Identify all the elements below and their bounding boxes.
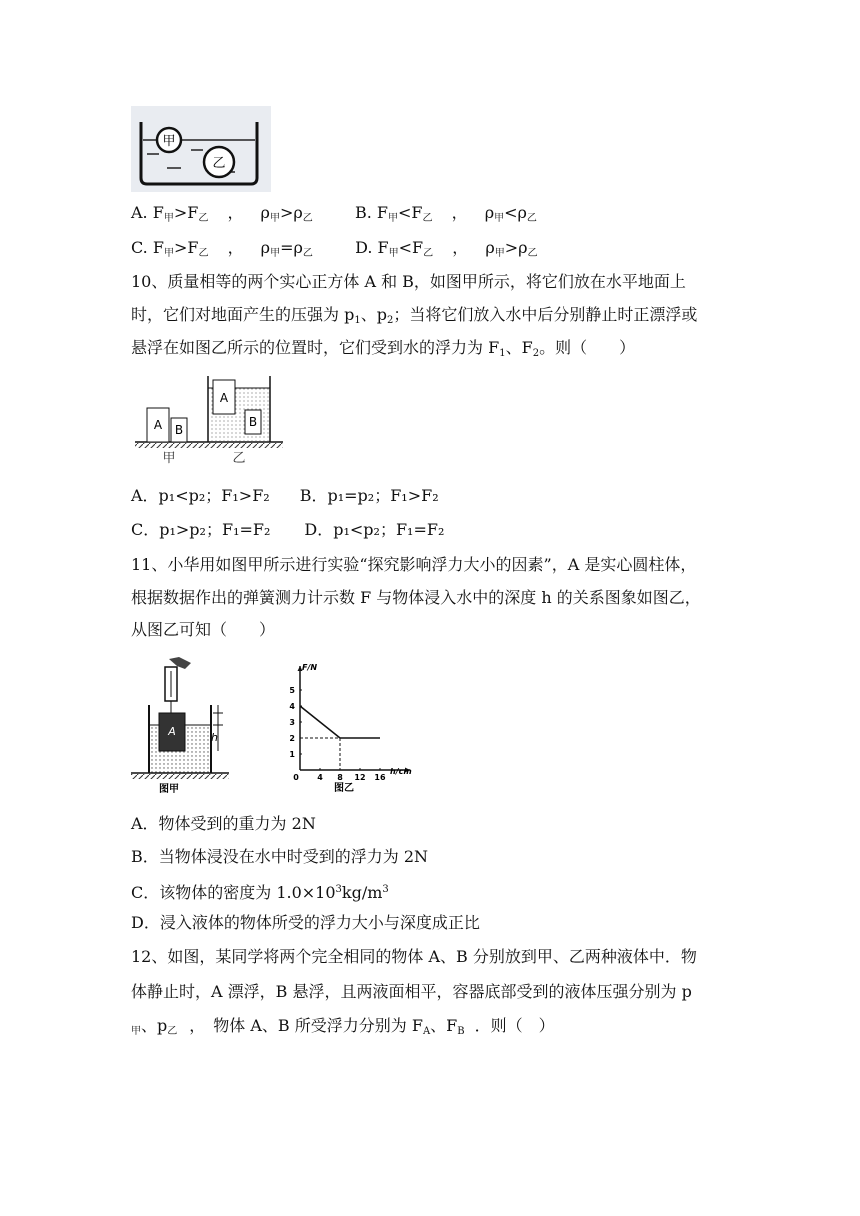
q10-opt-d[interactable]: D．p₁<p₂；F₁=F₂ [304, 520, 445, 539]
q12-stem-line1: 12、如图，某同学将两个完全相同的物体 A、B 分别放到甲、乙两种液体中．物 [131, 947, 697, 966]
x-tick-label: 16 [374, 773, 386, 782]
q10-stem-line1: 10、质量相等的两个实心正方体 A 和 B，如图甲所示，将它们放在水平地面上 [131, 272, 686, 291]
chart-caption: 图乙 [334, 783, 354, 794]
q10-block-b-yi: B [248, 415, 258, 429]
q10-opt-c[interactable]: C．p₁>p₂；F₁=F₂ [131, 520, 271, 539]
q11-figure-left [131, 655, 231, 795]
q10-opt-b[interactable]: B．p₁=p₂；F₁>F₂ [299, 486, 439, 505]
q9-opt-c[interactable]: C. $F_甲>F_乙$ ， $\rho_甲=\rho_乙$ [131, 238, 313, 259]
chart-xlabel: h/cm [390, 767, 412, 776]
q11-opt-d[interactable]: D．浸入液体的物体所受的浮力大小与深度成正比 [131, 913, 480, 932]
q10-caption-yi: 乙 [232, 451, 246, 466]
q9-label-yi: 乙 [212, 156, 226, 171]
q11-opt-a[interactable]: A．物体受到的重力为 2N [131, 814, 316, 833]
q11-cylinder-label: A [168, 725, 176, 738]
x-tick-label-origin: 0 [293, 773, 299, 782]
chart-axes [298, 666, 411, 773]
q11-opt-b[interactable]: B．当物体浸没在水中时受到的浮力为 2N [131, 847, 429, 866]
q12-stem-line2: 体静止时，A 漂浮，B 悬浮，且两液面相平，容器底部受到的液体压强分别为 p [131, 982, 692, 1001]
q9-options-ab [131, 203, 537, 229]
q10-options-cd [131, 520, 444, 540]
chart-ticks [289, 686, 386, 782]
y-tick-label: 1 [289, 750, 295, 759]
y-tick-label: 3 [289, 718, 295, 727]
q10-block-b-jia: B [174, 423, 184, 437]
chart-ylabel: F/N [302, 663, 318, 672]
chart-series [300, 706, 380, 770]
q9-opt-a[interactable]: A. $F_甲>F_乙$ ， $\rho_甲>\rho_乙$ [131, 203, 313, 224]
q11-stem-line2: 根据数据作出的弹簧测力计示数 F 与物体浸入水中的深度 h 的关系图象如图乙， [131, 588, 701, 607]
q10-opt-a[interactable]: A．p₁<p₂；F₁>F₂ [131, 486, 270, 505]
q10-stem-line3: 悬浮在如图乙所示的位置时，它们受到水的浮力为 $F_1$、$F_2$。则（ ） [131, 338, 636, 359]
q10-block-a-yi: A [219, 391, 229, 405]
x-tick-label: 12 [354, 773, 366, 782]
q11-stem-line3: 从图乙可知（ ） [131, 620, 276, 639]
q10-options-ab [131, 486, 439, 506]
q11-stem-line1: 11、小华用如图甲所示进行实验“探究影响浮力大小的因素”，A 是实心圆柱体， [131, 555, 697, 574]
q11-depth-label: h [211, 731, 218, 744]
y-tick-label: 5 [289, 686, 295, 695]
q11-opt-c[interactable]: C．该物体的密度为 $1.0\times 10^3kg/m^3$ [131, 883, 389, 902]
x-tick-label: 8 [337, 773, 343, 782]
q9-opt-d[interactable]: D. $F_甲<F_乙$ ， $\rho_甲>\rho_乙$ [355, 238, 538, 259]
q12-stem-line3: $_甲$、$p_乙$ ， 物体 A、B 所受浮力分别为 $F_A$、$F_B$ ．则（ ） [131, 1016, 555, 1037]
y-tick-label: 2 [289, 734, 295, 743]
q9-opt-b[interactable]: B. $F_甲<F_乙$ ， $\rho_甲<\rho_乙$ [354, 203, 537, 224]
q9-label-jia: 甲 [162, 134, 176, 149]
q10-stem-line2: 时，它们对地面产生的压强为 $p_1$、$p_2$；当将它们放入水中后分别静止时正漂浮或 [131, 305, 698, 326]
q11-caption-left: 图甲 [159, 784, 179, 795]
q10-caption-jia: 甲 [162, 451, 176, 466]
x-tick-label: 4 [317, 773, 323, 782]
q10-figure [131, 372, 291, 466]
q9-options-cd [131, 238, 538, 264]
q10-block-a-jia: A [153, 418, 163, 432]
q9-figure [131, 106, 271, 192]
series-line [300, 706, 380, 738]
y-tick-label: 4 [289, 702, 295, 711]
q11-chart [278, 660, 418, 795]
